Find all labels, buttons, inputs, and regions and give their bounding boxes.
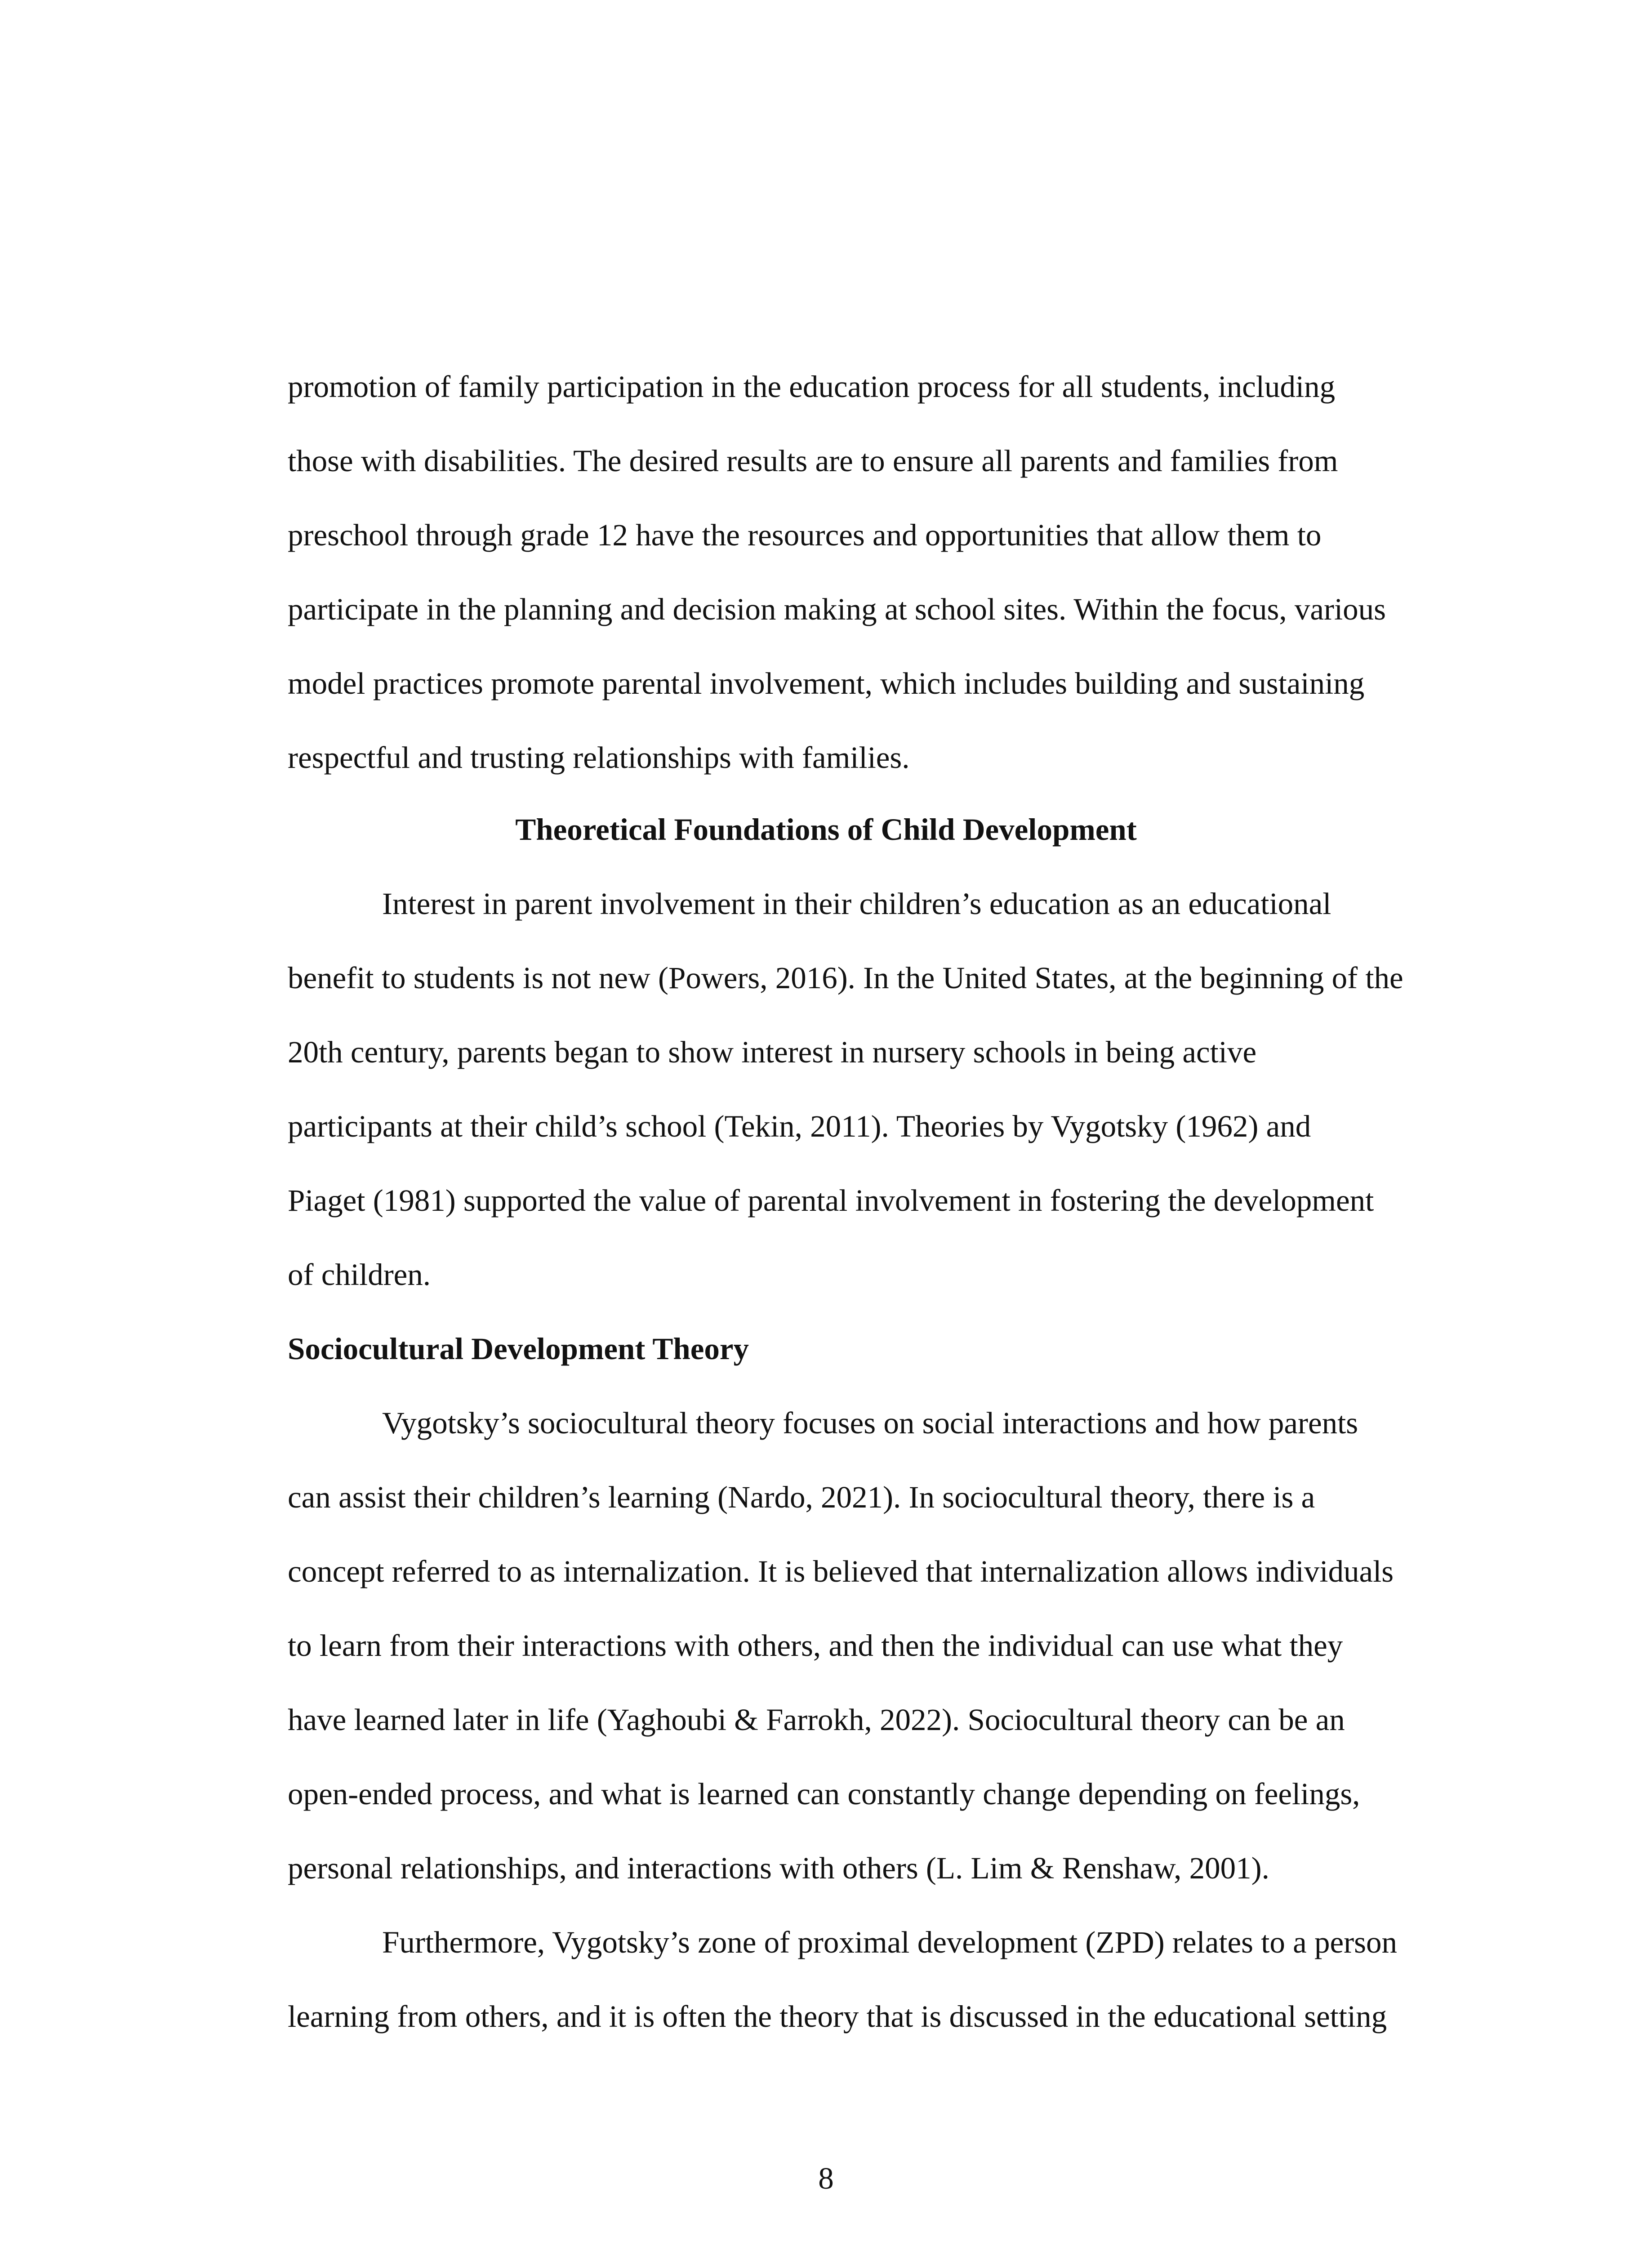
text-line: Vygotsky’s sociocultural theory focuses on social interactions and how parents (382, 1406, 1358, 1440)
text-line: personal relationships, and interactions with others (L. Lim & Renshaw, 2001). (288, 1851, 1269, 1885)
text-line: participate in the planning and decision making at school sites. Within the focus, various (288, 592, 1386, 626)
subsection-heading: Sociocultural Development Theory (288, 1332, 749, 1366)
text-line: benefit to students is not new (Powers, 2016). In the United States, at the beginning of the (288, 961, 1403, 995)
page-number: 8 (818, 2161, 834, 2195)
text-line: Interest in parent involvement in their children’s education as an educational (382, 887, 1331, 921)
text-line: promotion of family participation in the education process for all students, including (288, 370, 1336, 404)
text-line: Furthermore, Vygotsky’s zone of proximal development (ZPD) relates to a person (382, 1925, 1397, 1959)
text-line: those with disabilities. The desired results are to ensure all parents and families from (288, 444, 1338, 478)
text-line: learning from others, and it is often the theory that is discussed in the educational setting (288, 1999, 1387, 2034)
text-line: concept referred to as internalization. It is believed that internalization allows individuals (288, 1554, 1394, 1588)
text-line: open-ended process, and what is learned can constantly change depending on feelings, (288, 1777, 1360, 1811)
text-line: participants at their child’s school (Tekin, 2011). Theories by Vygotsky (1962) and (288, 1109, 1311, 1143)
text-line: of children. (288, 1258, 431, 1292)
text-line: to learn from their interactions with others, and then the individual can use what they (288, 1628, 1343, 1663)
text-line: respectful and trusting relationships with families. (288, 740, 910, 775)
text-line: Piaget (1981) supported the value of parental involvement in fostering the development (288, 1183, 1374, 1218)
text-line: can assist their children’s learning (Nardo, 2021). In sociocultural theory, there is a (288, 1480, 1315, 1514)
section-heading: Theoretical Foundations of Child Development (515, 812, 1137, 847)
text-line: preschool through grade 12 have the resources and opportunities that allow them to (288, 518, 1322, 552)
text-line: have learned later in life (Yaghoubi & Farrokh, 2022). Sociocultural theory can be an (288, 1703, 1345, 1737)
text-line: 20th century, parents began to show interest in nursery schools in being active (288, 1035, 1257, 1069)
text-line: model practices promote parental involvement, which includes building and sustaining (288, 666, 1365, 700)
